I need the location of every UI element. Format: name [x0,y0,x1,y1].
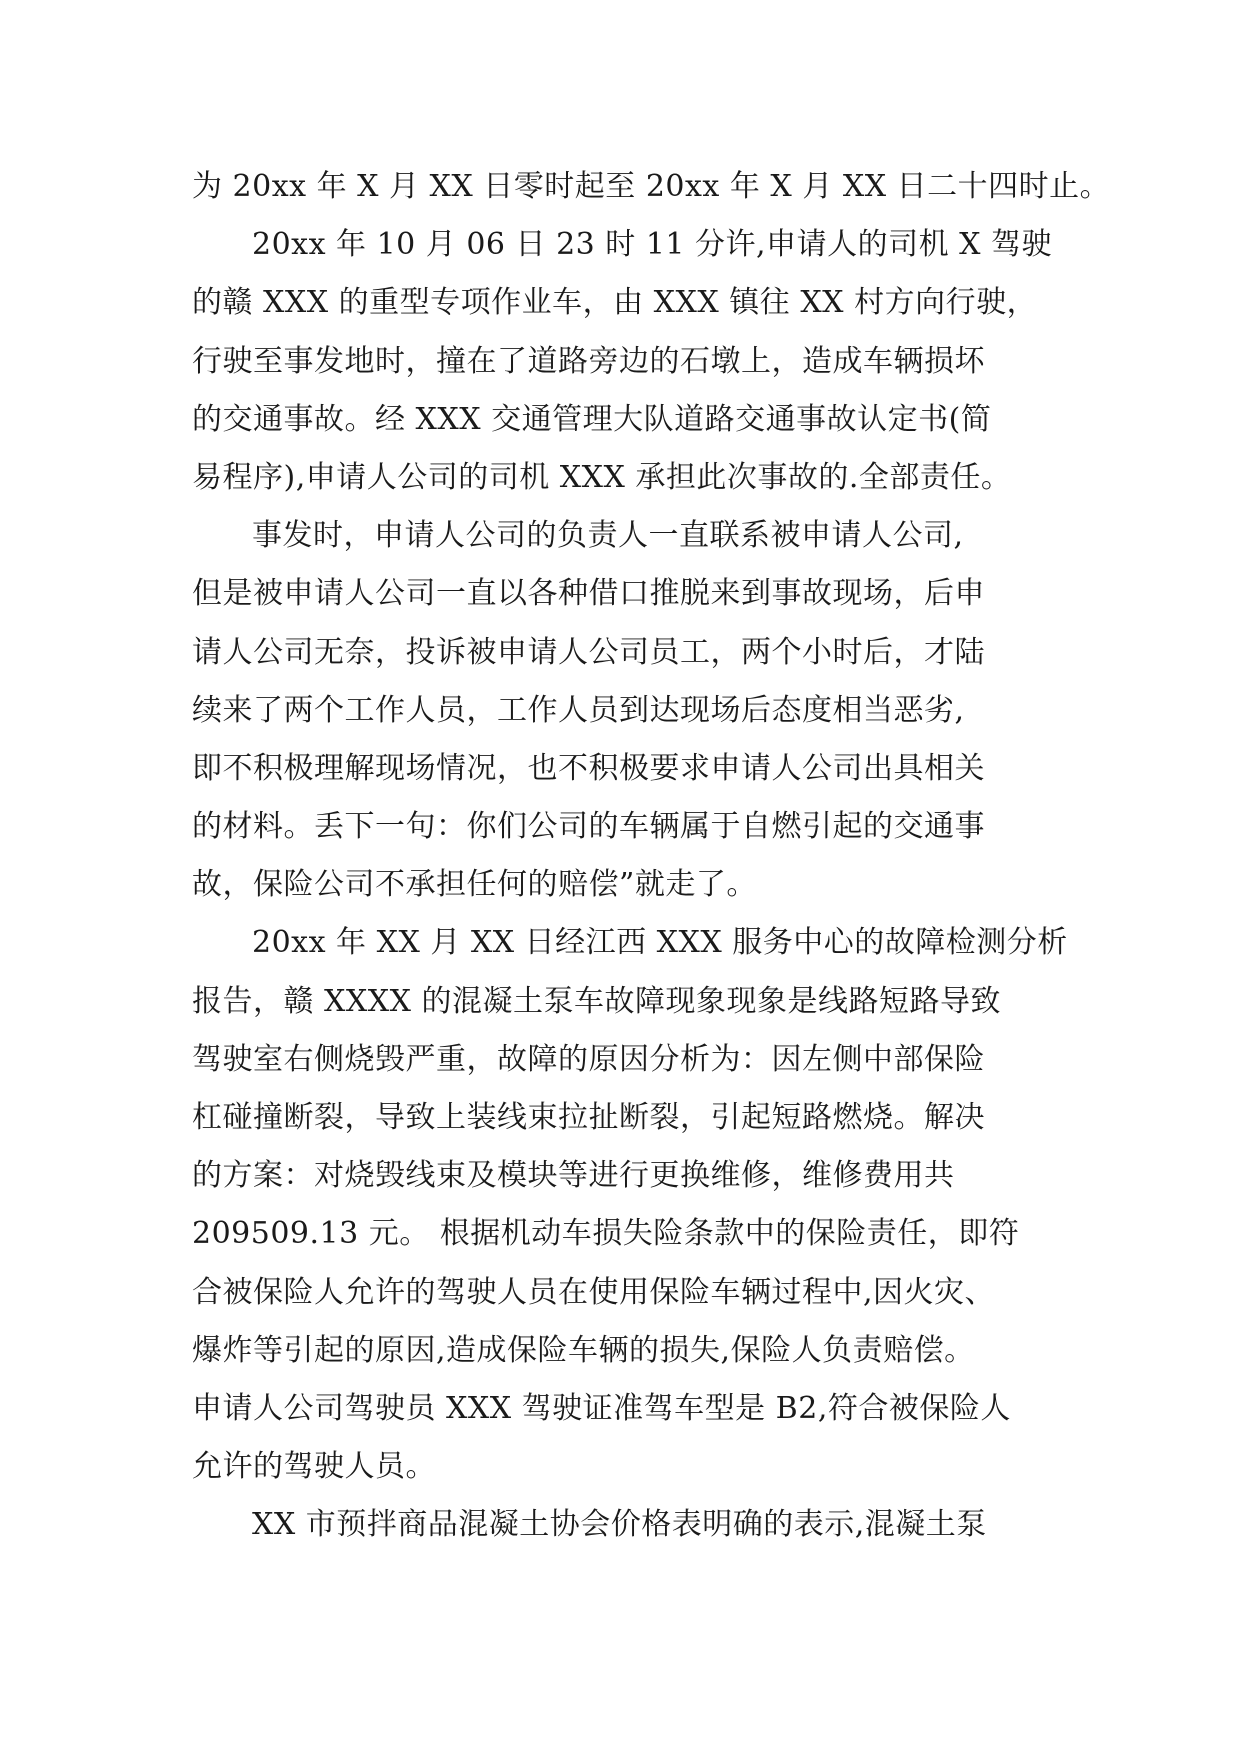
text-line: 的方案：对烧毁线束及模块等进行更换维修，维修费用共 [192,1158,955,1194]
text-line: 即不积极理解现场情况，也不积极要求申请人公司出具相关 [192,750,985,786]
text-line: 申请人公司驾驶员 XXX 驾驶证准驾车型是 B2,符合被保险人 [192,1390,1011,1426]
text-line: 杠碰撞断裂，导致上装线束拉扯断裂，引起短路燃烧。解决 [192,1100,985,1135]
paragraph-first-line: XX 市预拌商品混凝土协会价格表明确的表示,混凝土泵 [252,1507,987,1543]
text-line: 209509.13 元。 根据机动车损失险条款中的保险责任，即符 [192,1216,1020,1252]
text-line: 故，保险公司不承担任何的赔偿”就走了。 [192,867,757,903]
paragraph-first-line: 20xx 年 10 月 06 日 23 时 11 分许,申请人的司机 X 驾驶 [252,227,1052,263]
text-line: 驾驶室右侧烧毁严重，故障的原因分析为：因左侧中部保险 [192,1041,985,1077]
text-line: 的交通事故。经 XXX 交通管理大队道路交通事故认定书(简 [192,401,992,437]
text-line: 爆炸等引起的原因,造成保险车辆的损失,保险人负责赔偿。 [192,1332,975,1368]
text-line: 请人公司无奈，投诉被申请人公司员工，两个小时后，才陆 [192,634,985,670]
text-line: 允许的驾驶人员。 [192,1449,436,1485]
text-line: 行驶至事发地时，撞在了道路旁边的石墩上，造成车辆损坏 [192,343,985,379]
document-body [192,158,1111,1555]
text-line: 但是被申请人公司一直以各种借口推脱来到事故现场，后申 [192,576,985,612]
text-line: 合被保险人允许的驾驶人员在使用保险车辆过程中,因火灾、 [192,1274,996,1310]
text-line: 的赣 XXX 的重型专项作业车，由 XXX 镇往 XX 村方向行驶， [192,285,1038,321]
text-line: 为 20xx 年 X 月 XX 日零时起至 20xx 年 X 月 XX 日二十四时止。 [192,169,1111,204]
paragraph-first-line: 事发时，申请人公司的负责人一直联系被申请人公司, [252,518,964,554]
text-line: 易程序),申请人公司的司机 XXX 承担此次事故的.全部责任。 [192,459,1012,495]
text-line: 报告，赣 XXXX 的混凝土泵车故障现象现象是线路短路导致 [192,983,1002,1019]
text-line: 的材料。丢下一句：你们公司的车辆属于自燃引起的交通事 [192,809,985,845]
text-line: 续来了两个工作人员，工作人员到达现场后态度相当恶劣, [192,692,965,728]
paragraph-first-line: 20xx 年 XX 月 XX 日经江西 XXX 服务中心的故障检测分析 [252,925,1068,961]
